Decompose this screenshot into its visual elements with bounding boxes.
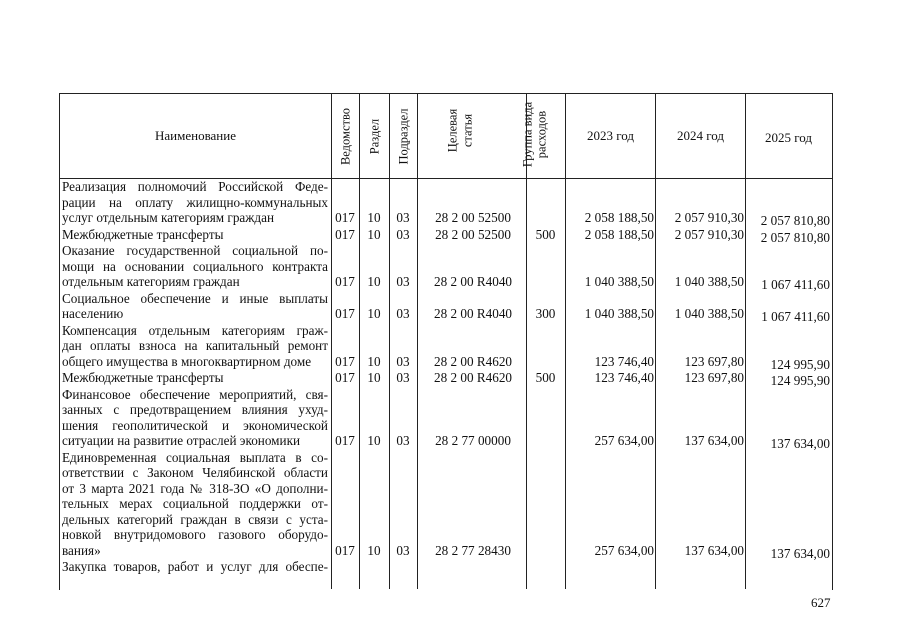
cell-razdel: 10 [367, 306, 381, 321]
row-name [62, 370, 328, 386]
cell-celevaya: 28 2 00 R4620 [433, 370, 513, 385]
row-name-line: мощи на основании социального контракта [62, 258, 328, 274]
header-podrazdel: Подраздел [396, 108, 411, 165]
cell-vedomstvo: 017 [335, 353, 355, 369]
row-name-line: Оказание государственной социальной по- [62, 243, 328, 258]
cell-gruppa: 500 [535, 226, 556, 242]
header-celevaya [417, 94, 526, 178]
row-name [62, 387, 328, 449]
row-name [62, 243, 328, 290]
cell-vedomstvo: 017 [335, 433, 355, 448]
row-name-line: общего имущества в многоквартирном доме [62, 353, 312, 369]
cell-razdel: 10 [367, 433, 381, 448]
cell-2025: 137 634,00 [770, 436, 830, 451]
row-name-line: Финансовое обеспечение мероприятий, свя- [62, 386, 328, 402]
column-divider [359, 93, 360, 589]
cell-2024: 123 697,80 [684, 353, 744, 369]
cell-2024: 1 040 388,50 [674, 306, 744, 321]
row-name [62, 291, 328, 322]
row-name-line: услуг отдельным категориям граждан [62, 210, 275, 225]
row-name-line: дан оплаты взноса на капитальный ремонт [62, 338, 328, 353]
cell-celevaya: 28 2 00 R4040 [433, 306, 513, 321]
header-name: Наименование [155, 128, 236, 143]
column-divider [389, 93, 390, 589]
cell-2023: 123 746,40 [594, 370, 654, 385]
row-name [62, 227, 328, 243]
row-name-line: отдельным категориям граждан [62, 274, 240, 289]
row-name-line: новкой внутридомового газового оборудо- [62, 527, 328, 542]
header-vedomstvo: Ведомство [338, 107, 353, 166]
cell-2024: 123 697,80 [684, 370, 744, 385]
row-name-line: Реализация полномочий Российской Феде- [62, 179, 328, 194]
cell-celevaya: 28 2 00 52500 [435, 210, 511, 225]
column-divider [331, 93, 332, 589]
cell-vedomstvo: 017 [335, 210, 355, 225]
header-2025: 2025 год [765, 130, 812, 145]
row-name-line: Закупка товаров, работ и услуг для обеспе- [62, 559, 328, 574]
cell-2024: 137 634,00 [684, 542, 744, 558]
row-name-line: от 3 марта 2021 года № 318-ЗО «О дополни- [62, 480, 328, 496]
cell-2024: 137 634,00 [684, 433, 744, 448]
cell-2025: 2 057 810,80 [760, 229, 830, 245]
cell-podrazdel: 03 [396, 210, 410, 225]
header-gruppa [520, 94, 565, 178]
cell-podrazdel: 03 [396, 226, 410, 242]
cell-celevaya: 28 2 00 R4620 [433, 353, 513, 369]
row-name [62, 179, 328, 226]
row-name-line: Межбюджетные трансферты [62, 370, 224, 385]
cell-celevaya: 28 2 00 R4040 [433, 274, 513, 289]
row-name [62, 559, 328, 575]
row-name-line: ответствии с Законом Челябинской области [62, 465, 328, 480]
row-name-line: Межбюджетные трансферты [62, 226, 224, 242]
cell-2023: 123 746,40 [594, 353, 654, 369]
cell-podrazdel: 03 [396, 542, 410, 558]
row-name-line: Социальное обеспечение и иные выплаты [62, 290, 328, 306]
row-name-line: населению [62, 306, 124, 321]
header-2023: 2023 год [587, 128, 634, 143]
cell-celevaya: 28 2 00 52500 [435, 226, 511, 242]
row-name-line: шения геополитической и экономической [62, 417, 328, 433]
cell-podrazdel: 03 [396, 306, 410, 321]
header-celevaya-line1: Целевая [445, 108, 460, 153]
cell-2023: 257 634,00 [594, 433, 654, 448]
cell-celevaya: 28 2 77 28430 [435, 542, 511, 558]
cell-2024: 1 040 388,50 [674, 274, 744, 289]
cell-vedomstvo: 017 [335, 542, 355, 558]
page-number: 627 [811, 595, 831, 610]
row-name-line: Компенсация отдельным категориям граж- [62, 322, 328, 338]
cell-razdel: 10 [367, 353, 381, 369]
cell-podrazdel: 03 [396, 370, 410, 385]
row-name-line: тельных мерах социальной поддержки от- [62, 496, 328, 511]
header-gruppa-line2: расходов [534, 110, 549, 159]
cell-2023: 257 634,00 [594, 542, 654, 558]
row-name-line: занных с предотвращением влияния ухуд- [62, 402, 328, 417]
row-name-line: рации на оплату жилищно-коммунальных [62, 194, 328, 210]
cell-razdel: 10 [367, 274, 381, 289]
cell-2025: 2 057 810,80 [760, 213, 830, 228]
cell-razdel: 10 [367, 370, 381, 385]
cell-vedomstvo: 017 [335, 274, 355, 289]
cell-razdel: 10 [367, 226, 381, 242]
cell-vedomstvo: 017 [335, 370, 355, 385]
cell-podrazdel: 03 [396, 353, 410, 369]
cell-gruppa: 500 [535, 370, 556, 385]
row-name-line: дельных категорий граждан в связи с уста- [62, 511, 328, 527]
cell-podrazdel: 03 [396, 274, 410, 289]
cell-2025: 1 067 411,60 [761, 277, 830, 292]
cell-2024: 2 057 910,30 [674, 226, 744, 242]
cell-vedomstvo: 017 [335, 306, 355, 321]
row-name-line: Единовременная социальная выплата в со- [62, 449, 328, 465]
cell-2025: 1 067 411,60 [761, 309, 830, 324]
header-razdel: Раздел [367, 118, 382, 155]
header-gruppa-line1: Группа вида [520, 101, 535, 168]
cell-razdel: 10 [367, 542, 381, 558]
cell-2023: 2 058 188,50 [584, 210, 654, 225]
row-name [62, 450, 328, 559]
cell-2024: 2 057 910,30 [674, 210, 744, 225]
cell-2023: 1 040 388,50 [584, 306, 654, 321]
cell-2025: 124 995,90 [770, 356, 830, 372]
cell-2023: 2 058 188,50 [584, 226, 654, 242]
header-2024: 2024 год [677, 128, 724, 143]
cell-2023: 1 040 388,50 [584, 274, 654, 289]
cell-razdel: 10 [367, 210, 381, 225]
cell-celevaya: 28 2 77 00000 [435, 433, 511, 448]
row-name-line: ситуации на развитие отраслей экономики [62, 433, 301, 448]
row-name-line: вания» [62, 542, 101, 558]
header-celevaya-line2: статья [460, 113, 475, 148]
cell-vedomstvo: 017 [335, 226, 355, 242]
cell-2025: 124 995,90 [770, 373, 830, 388]
cell-gruppa: 300 [535, 306, 556, 321]
row-name [62, 323, 328, 370]
cell-podrazdel: 03 [396, 433, 410, 448]
cell-2025: 137 634,00 [770, 545, 830, 561]
